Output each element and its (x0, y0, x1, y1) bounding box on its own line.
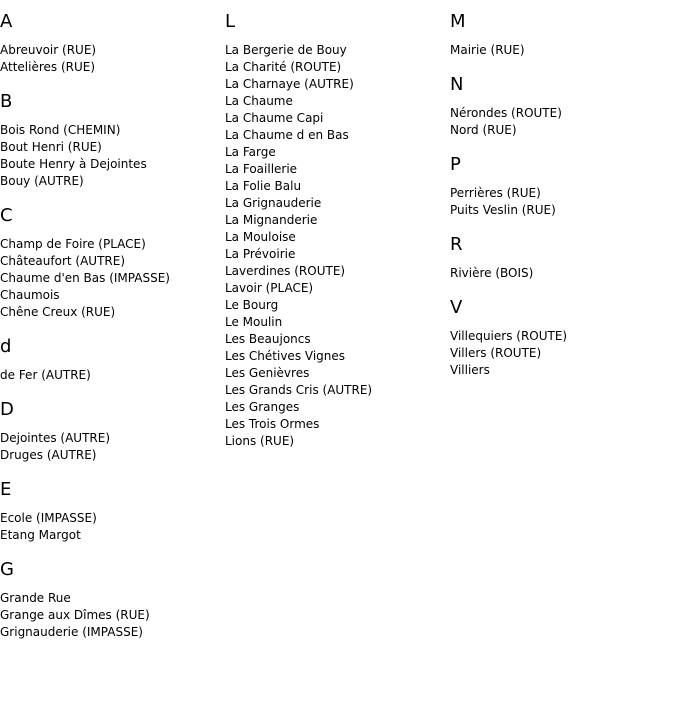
street-link[interactable]: La Farge (225, 145, 276, 159)
letter-group (0, 10, 225, 76)
letter-heading: C (0, 205, 13, 226)
letter-group (0, 398, 225, 464)
letter-group (0, 558, 225, 641)
street-link[interactable]: Villers (ROUTE) (450, 346, 542, 360)
street-link[interactable]: Villequiers (ROUTE) (450, 329, 568, 343)
letter-group (0, 90, 225, 190)
letter-group (0, 335, 225, 384)
street-link[interactable]: Grange aux Dîmes (RUE) (0, 608, 150, 622)
street-list (0, 510, 225, 544)
street-list (0, 236, 225, 321)
letter-group (450, 10, 675, 59)
street-link[interactable]: Grande Rue (0, 591, 71, 605)
index-column (450, 10, 675, 379)
street-link[interactable]: Chaumois (0, 288, 60, 302)
letter-heading: B (0, 91, 13, 112)
letter-group (450, 296, 675, 379)
street-link[interactable]: La Foaillerie (225, 162, 298, 176)
letter-group (0, 204, 225, 321)
street-list (450, 105, 675, 139)
letter-heading: M (450, 11, 466, 32)
street-list (450, 328, 675, 379)
street-list (0, 42, 225, 76)
street-link[interactable]: Les Beaujoncs (225, 332, 311, 346)
street-link[interactable]: Puits Veslin (RUE) (450, 203, 556, 217)
street-list (450, 265, 675, 282)
street-link[interactable]: Nérondes (ROUTE) (450, 106, 562, 120)
street-link[interactable]: Lions (RUE) (225, 434, 295, 448)
street-link[interactable]: Grignauderie (IMPASSE) (0, 625, 143, 639)
street-list (0, 367, 225, 384)
street-link[interactable]: Rivière (BOIS) (450, 266, 534, 280)
street-link[interactable]: Le Moulin (225, 315, 283, 329)
street-link[interactable]: Villiers (450, 363, 490, 377)
letter-heading: D (0, 399, 14, 420)
street-link[interactable]: Les Genièvres (225, 366, 310, 380)
street-list (0, 122, 225, 190)
street-link[interactable]: La Mignanderie (225, 213, 318, 227)
letter-heading: A (0, 11, 13, 32)
letter-heading: N (450, 74, 464, 95)
street-link[interactable]: La Bergerie de Bouy (225, 43, 347, 57)
street-list (450, 42, 675, 59)
letter-group (450, 73, 675, 139)
street-link[interactable]: Bouy (AUTRE) (0, 174, 84, 188)
street-link[interactable]: La Folie Balu (225, 179, 302, 193)
street-link[interactable]: La Chaume (225, 94, 293, 108)
street-link[interactable]: Bout Henri (RUE) (0, 140, 102, 154)
letter-group (450, 153, 675, 219)
street-link[interactable]: Nord (RUE) (450, 123, 517, 137)
street-list (450, 185, 675, 219)
street-list (0, 430, 225, 464)
street-link[interactable]: Laverdines (ROUTE) (225, 264, 346, 278)
street-link[interactable]: Ecole (IMPASSE) (0, 511, 97, 525)
letter-heading: L (225, 11, 236, 32)
street-link[interactable]: Les Trois Ormes (225, 417, 320, 431)
street-list (0, 590, 225, 641)
street-link[interactable]: Lavoir (PLACE) (225, 281, 314, 295)
street-link[interactable]: La Chaume Capi (225, 111, 324, 125)
street-link[interactable]: Chêne Creux (RUE) (0, 305, 116, 319)
street-link[interactable]: Chaume d'en Bas (IMPASSE) (0, 271, 170, 285)
street-link[interactable]: Boute Henry à Dejointes (0, 157, 147, 171)
street-link[interactable]: Bois Rond (CHEMIN) (0, 123, 121, 137)
letter-heading: P (450, 154, 461, 175)
street-link[interactable]: La Mouloise (225, 230, 296, 244)
letter-heading: V (450, 297, 463, 318)
street-link[interactable]: Etang Margot (0, 528, 81, 542)
letter-heading: G (0, 559, 14, 580)
street-link[interactable]: Abreuvoir (RUE) (0, 43, 97, 57)
index-column (225, 10, 450, 450)
street-link[interactable]: Châteaufort (AUTRE) (0, 254, 126, 268)
street-link[interactable]: La Charité (ROUTE) (225, 60, 342, 74)
street-link[interactable]: La Chaume d en Bas (225, 128, 349, 142)
street-link[interactable]: de Fer (AUTRE) (0, 368, 91, 382)
street-link[interactable]: Attelières (RUE) (0, 60, 96, 74)
street-link[interactable]: Le Bourg (225, 298, 279, 312)
letter-heading: R (450, 234, 463, 255)
street-link[interactable]: Les Chétives Vignes (225, 349, 346, 363)
letter-group (225, 10, 450, 450)
street-link[interactable]: Druges (AUTRE) (0, 448, 97, 462)
street-link[interactable]: Mairie (RUE) (450, 43, 525, 57)
letter-heading: E (0, 479, 12, 500)
street-link[interactable]: Les Granges (225, 400, 300, 414)
street-link[interactable]: Les Grands Cris (AUTRE) (225, 383, 373, 397)
index-column (0, 10, 225, 641)
street-link[interactable]: La Prévoirie (225, 247, 296, 261)
letter-heading: d (0, 336, 12, 357)
street-link[interactable]: La Charnaye (AUTRE) (225, 77, 354, 91)
street-link[interactable]: La Grignauderie (225, 196, 322, 210)
street-list (225, 42, 450, 450)
street-link[interactable]: Champ de Foire (PLACE) (0, 237, 146, 251)
street-link[interactable]: Perrières (RUE) (450, 186, 541, 200)
letter-group (450, 233, 675, 282)
street-link[interactable]: Dejointes (AUTRE) (0, 431, 110, 445)
letter-group (0, 478, 225, 544)
